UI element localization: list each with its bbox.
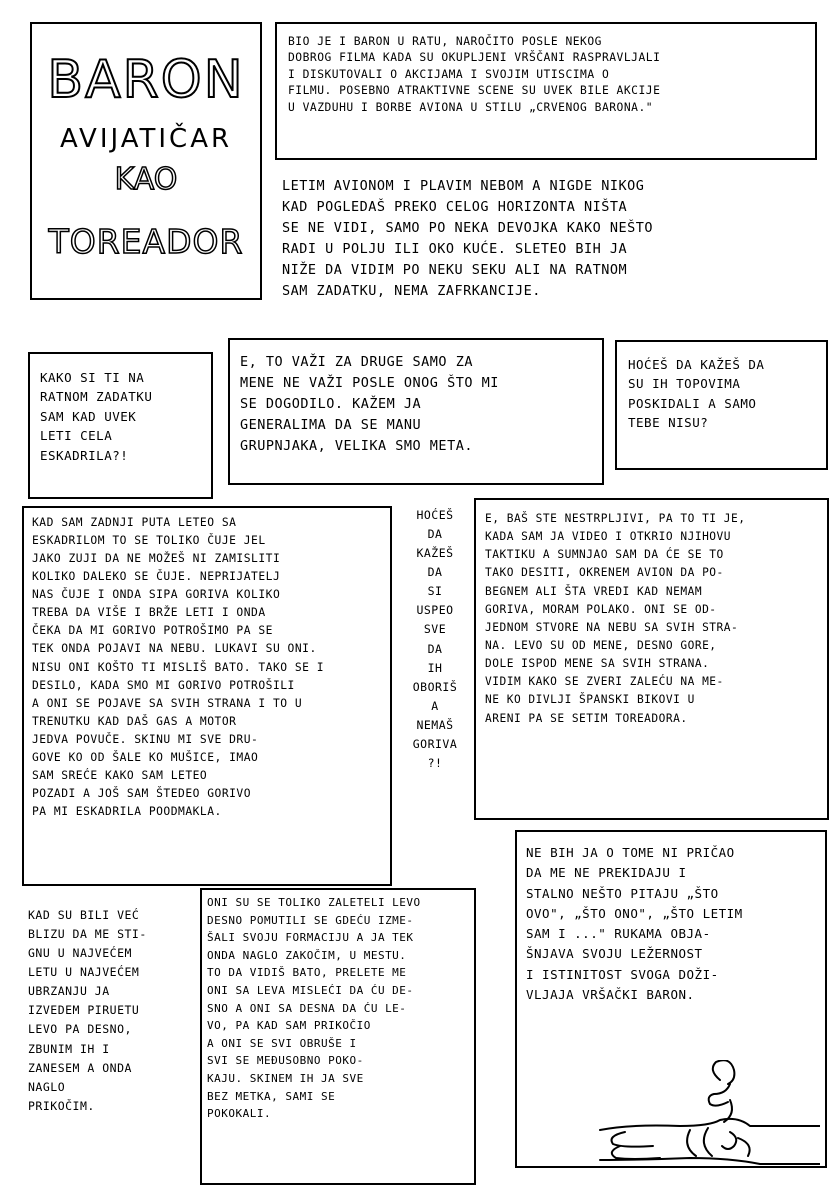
- question-text-2: HOĆEŠ DA KAŽEŠ DA SU IH TOPOVIMA POSKIDALI A SAMO TEBE NISU?: [628, 357, 765, 431]
- story-text-2: E, BAŠ STE NESTRPLJIVI, PA TO TI JE, KADA SAM JA VIDEO I OTKRIO NJIHOVU TAKTIKU A SUMNJAO SAM DA ĆE SE TO TAKO DESITI, OKRENEM AVION DA PO- BEGNEM ALI ŠTA VREDI KAD NEMAM GORIVA, MORAM POLAKO. ONI SE OD- JEDNOM STVORE NA NEBU SA SVIH STRA- NA. LEVO SU OD MENE, DESNO GORE, DOLE ISPOD MENE SA SVIH STRANA. VIDIM KAKO SE ZVERI ZALEĆU NA ME- NE KO DIVLJI ŠPANSKI BIKOVI U ARENI PA SE SETIM TOREADORA.: [485, 512, 746, 725]
- title-toreador: TOREADOR: [48, 222, 244, 261]
- question-text-1: KAKO SI TI NA RATNOM ZADATKU SAM KAD UVEK LETI CELA ESKADRILA?!: [40, 370, 153, 463]
- story-text-4: ONI SU SE TOLIKO ZALETELI LEVO DESNO POMUTILI SE GDEĆU IZME- ŠALI SVOJU FORMACIJU A JA TEK ONDA NAGLO ZAKOČIM, U MESTU. TO DA VIDIŠ BATO, PRELETE ME ONI SA LEVA MISLEĆI DA ĆU DE- SNO A ONI SA DESNA DA ĆU LE- VO, PA KAD SAM PRIKOČIO A ONI SE SVI OBRUŠE I SVI SE MEĐUSOBNO POKO- KAJU. SKINEM IH JA SVE BEZ METKA, SAMI SE POKOKALI.: [207, 896, 421, 1121]
- narration-text-1: LETIM AVIONOM I PLAVIM NEBOM A NIGDE NIKOG KAD POGLEDAŠ PREKO CELOG HORIZONTA NIŠTA SE NE VIDI, SAMO PO NEKA DEVOJKA KAKO NEŠTO RADI U POLJU ILI OKO KUĆE. SLETEO BIH JA NIŽE DA VIDIM PO NEKU SEKU ALI NA RATNOM SAM ZADATKU, NEMA ZAFRKANCIJE.: [282, 178, 653, 299]
- story-text-1: KAD SAM ZADNJI PUTA LETEO SA ESKADRILOM TO SE TOLIKO ČUJE JEL JAKO ZUJI DA NE MOŽEŠ NI ZAMISLITI KOLIKO DALEKO SE ČUJE. NEPRIJATELJ NAS ČUJE I ONDA SIPA GORIVA KOLIKO TREBA DA VIŠE I BRŽE LETI I ONDA ČEKA DA MI GORIVO POTROŠIMO PA SE TEK ONDA POJAVI NA NEBU. LUKAVI SU ONI. NISU ONI KOŠTO TI MISLIŠ BATO. TAKO SE I DESILO, KADA SMO MI GORIVO POTROŠILI A ONI SE POJAVE SA SVIH STRANA I TO U TRENUTKU KAD DAŠ GAS A MOTOR JEDVA POVUČE. SKINU MI SVE DRU- GOVE KO OD ŠALE KO MUŠICE, IMAO SAM SREĆE KAKO SAM LETEO POZADI A JOŠ SAM ŠTEDEO GORIVO PA MI ESKADRILA POODMAKLA.: [32, 516, 325, 818]
- title-panel: [30, 22, 262, 300]
- question-text-3: HOĆEŠ DA KAŽEŠ DA SI USPEO SVE DA IH OBORIŠ A NEMAŠ GORIVA ?!: [412, 508, 458, 771]
- story-text-3: KAD SU BILI VEĆ BLIZU DA ME STI- GNU U NAJVEĆEM LETU U NAJVEĆEM UBRZANJU JA IZVEDEM PIRUETU LEVO PA DESNO, ZBUNIM IH I ZANESEM A ONDA NAGLO PRIKOČIM.: [28, 908, 147, 1113]
- ending-text: NE BIH JA O TOME NI PRIČAO DA ME NE PREKIDAJU I STALNO NEŠTO PITAJU „ŠTO OVO", „ŠTO ONO", „ŠTO LETIM SAM I ..." RUKAMA OBJA- ŠNJAVA SVOJU LEŽERNOST I ISTINITOST SVOGA DOŽI- VLJAJA VRŠAČKI BARON.: [526, 845, 743, 1002]
- intro-text: BIO JE I BARON U RATU, NAROČITO POSLE NEKOG DOBROG FILMA KADA SU OKUPLJENI VRŠČANI RASPRAVLJALI I DISKUTOVALI O AKCIJAMA I SVOJIM UTISCIMA O FILMU. POSEBNO ATRAKTIVNE SCENE SU UVEK BILE AKCIJE U VAZDUHU I BORBE AVIONA U STILU „CRVENOG BARONA.": [288, 35, 661, 114]
- pointing-hand-drawing: [580, 1060, 820, 1170]
- title-avijaticar: AVIJATIČAR: [59, 124, 233, 154]
- answer-text-1: E, TO VAŽI ZA DRUGE SAMO ZA MENE NE VAŽI POSLE ONOG ŠTO MI SE DOGODILO. KAŽEM JA GENERALIMA DA SE MANU GRUPNJAKA, VELIKA SMO META.: [240, 354, 499, 454]
- title-kao: KAO: [114, 162, 178, 197]
- title-baron: BARON: [47, 50, 245, 110]
